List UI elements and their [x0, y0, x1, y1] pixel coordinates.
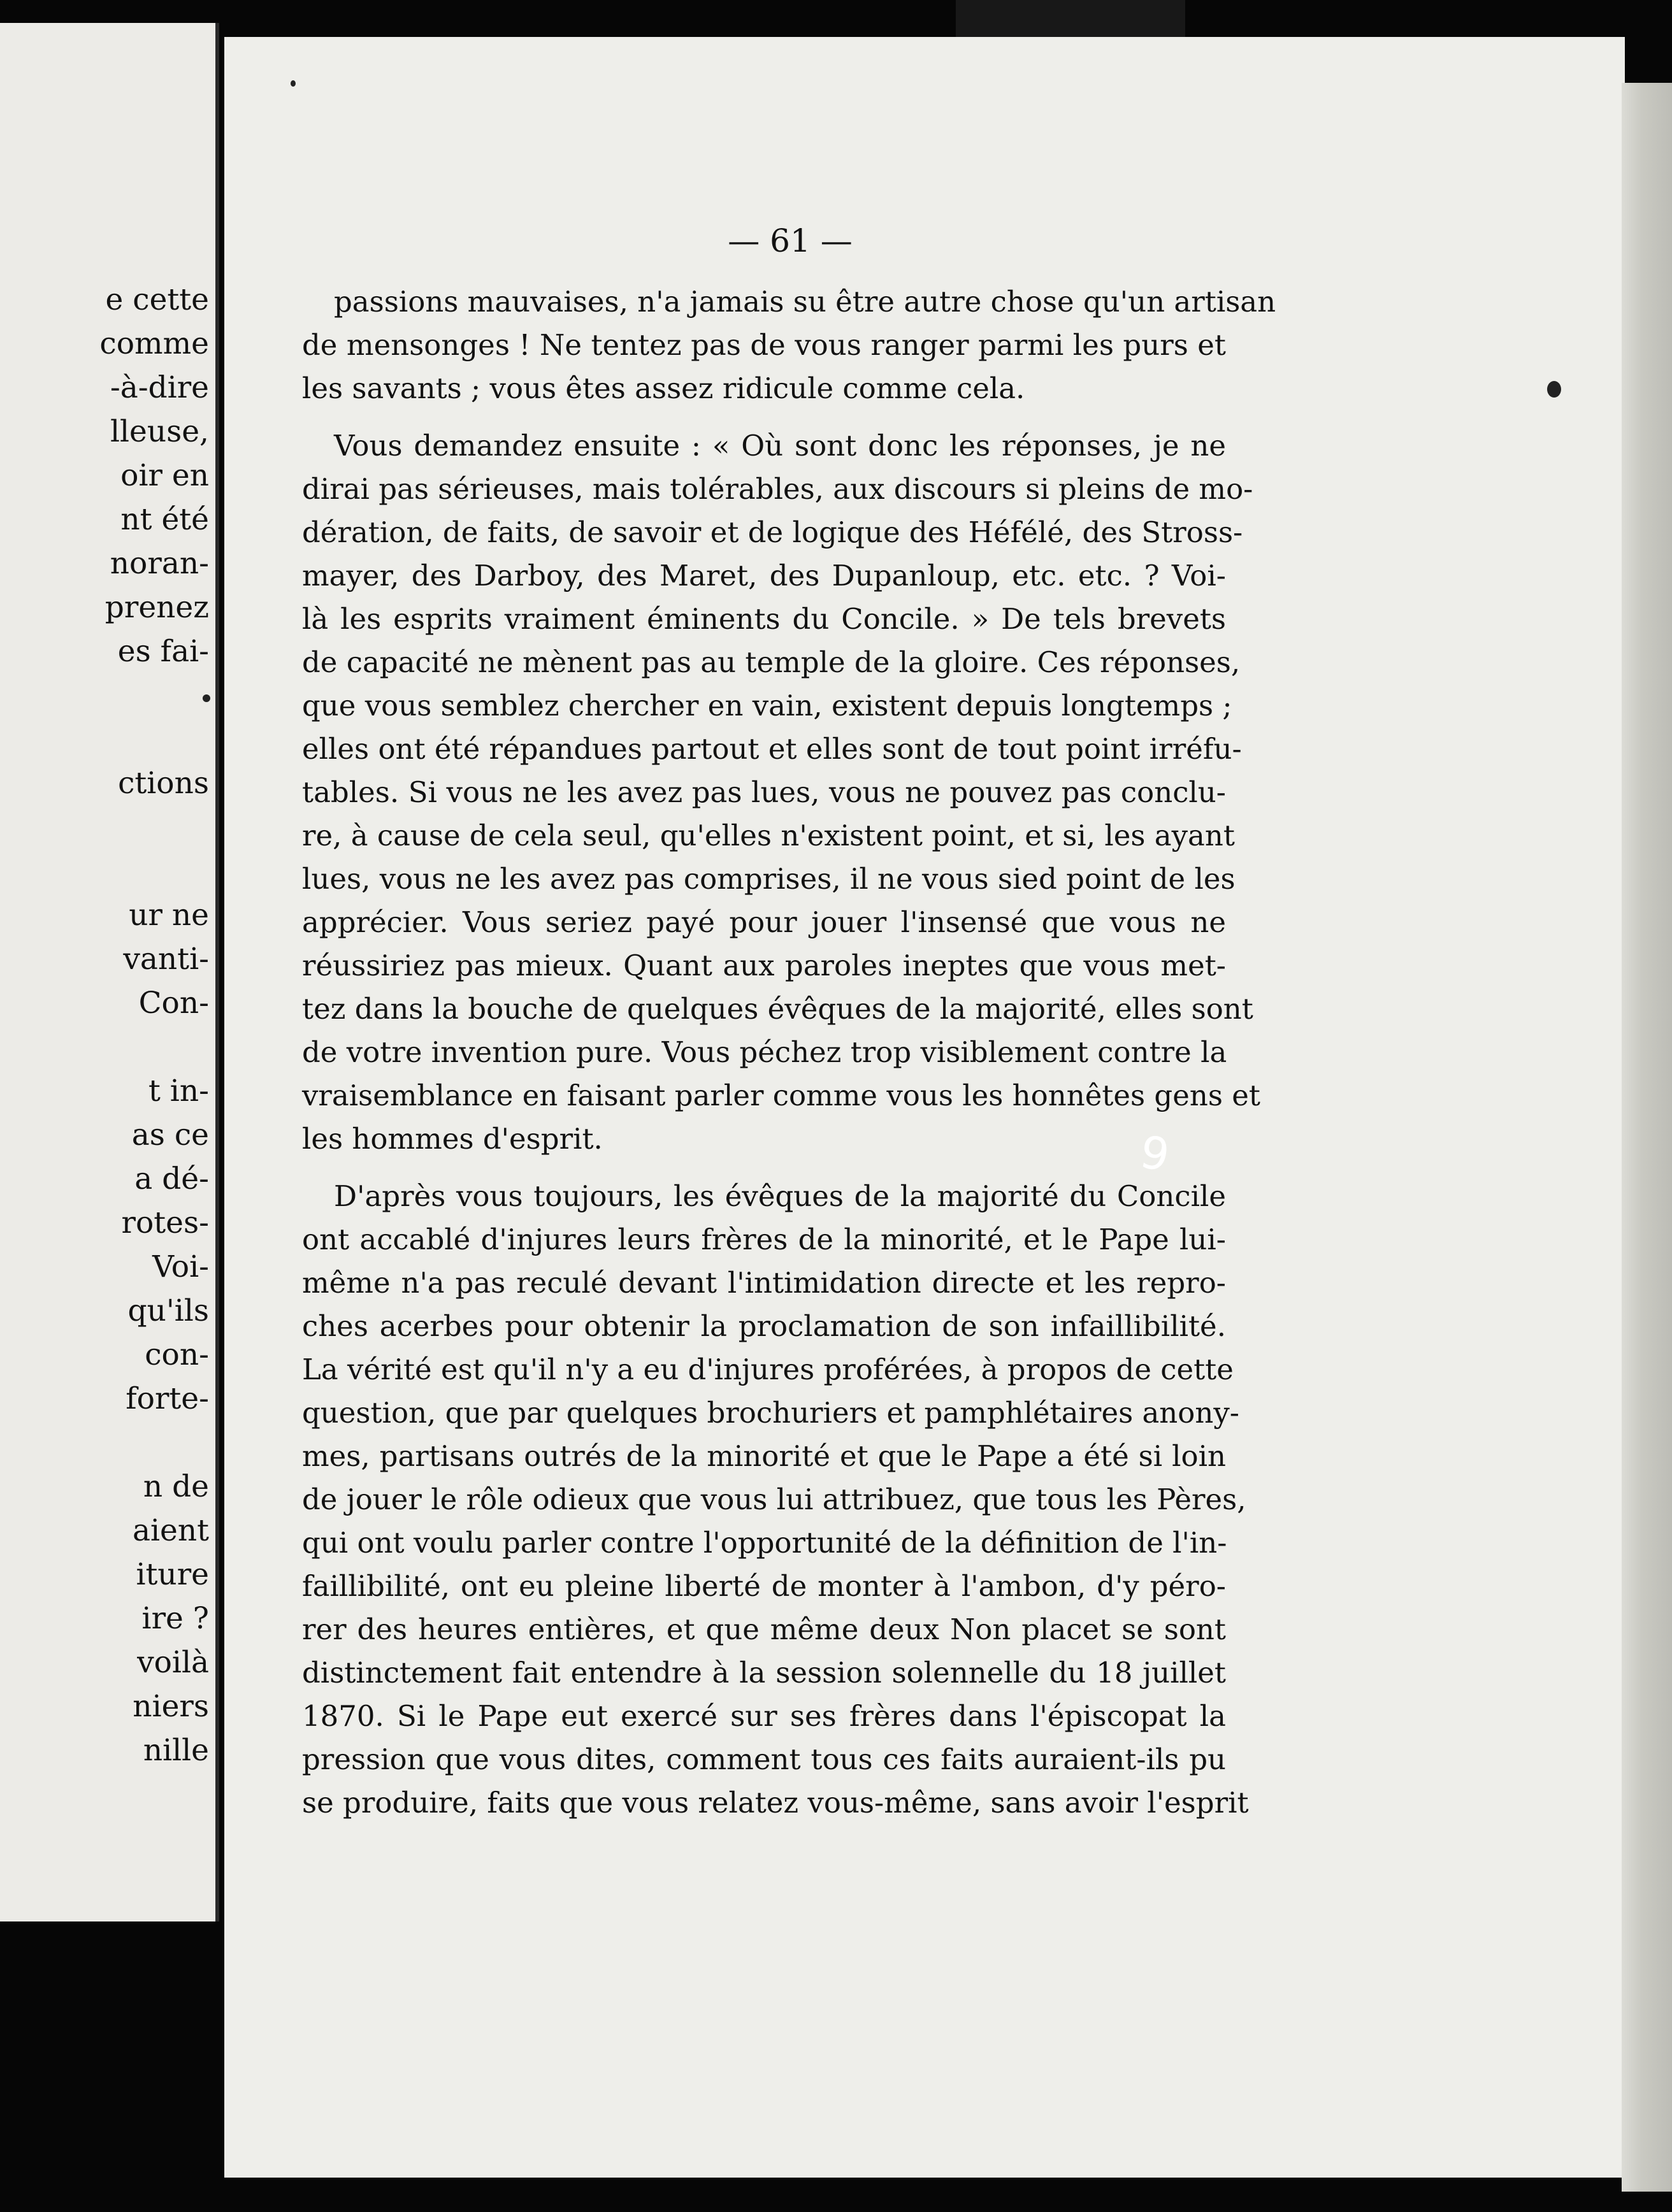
- text-line: même n'a pas reculé devant l'intimidation directe et les repro-: [302, 1266, 1226, 1300]
- text-line: dirai pas sérieuses, mais tolérables, aux discours si pleins de mo-: [302, 472, 1253, 506]
- previous-page-line: as ce: [131, 1117, 209, 1153]
- text-line: ches acerbes pour obtenir la proclamation de son infaillibilité.: [302, 1309, 1226, 1343]
- paragraph-3: [302, 1175, 1249, 1825]
- text-line: faillibilité, ont eu pleine liberté de monter à l'ambon, d'y péro-: [302, 1569, 1226, 1603]
- text-line: rer des heures entières, et que même deux Non placet se sont: [302, 1612, 1226, 1646]
- text-line: lues, vous ne les avez pas comprises, il ne vous sied point de les: [302, 862, 1236, 896]
- text-line: Vous demandez ensuite : « Où sont donc les réponses, je ne: [334, 429, 1226, 463]
- previous-page-line: [5, 717, 209, 761]
- previous-page-line: lleuse,: [110, 414, 209, 449]
- previous-page-line: niers: [133, 1689, 209, 1724]
- text-line: de jouer le rôle odieux que vous lui attribuez, que tous les Pères,: [302, 1483, 1246, 1516]
- previous-page-line: iture: [136, 1557, 209, 1592]
- previous-page-line: oir en: [120, 458, 209, 493]
- text-line: les savants ; vous êtes assez ridicule comme cela.: [302, 371, 1025, 405]
- previous-page-line: [5, 1025, 209, 1069]
- text-line: re, à cause de cela seul, qu'elles n'existent point, et si, les ayant: [302, 819, 1235, 852]
- previous-page-text: [5, 278, 209, 1772]
- text-line: La vérité est qu'il n'y a eu d'injures proférées, à propos de cette: [302, 1353, 1234, 1386]
- previous-page-line: ur ne: [129, 898, 209, 933]
- text-line: là les esprits vraiment éminents du Concile. » De tels brevets: [302, 602, 1226, 636]
- text-line: vraisemblance en faisant parler comme vous les honnêtes gens et: [302, 1079, 1260, 1112]
- page-edge: [1622, 83, 1672, 2192]
- text-line: apprécier. Vous seriez payé pour jouer l'insensé que vous ne: [302, 905, 1226, 939]
- previous-page-line: e cette: [105, 282, 209, 317]
- previous-page-line: noran-: [110, 546, 209, 581]
- previous-page-line: comme: [99, 326, 209, 361]
- previous-page-line: rotes-: [121, 1205, 209, 1240]
- previous-page-line: prenez: [104, 590, 209, 625]
- text-line: question, que par quelques brochuriers et pamphlétaires anony-: [302, 1396, 1239, 1430]
- previous-page-line: qu'ils: [127, 1293, 209, 1328]
- previous-page-line: es fai-: [117, 634, 209, 669]
- text-line: tez dans la bouche de quelques évêques de la majorité, elles sont: [302, 992, 1253, 1026]
- previous-page-line: [5, 849, 209, 893]
- text-line: elles ont été répandues partout et elles sont de tout point irréfu-: [302, 732, 1242, 766]
- text-line: pression que vous dites, comment tous ces faits auraient-ils pu: [302, 1742, 1226, 1776]
- ink-speck: [203, 694, 210, 702]
- previous-page-line: vanti-: [123, 942, 209, 977]
- text-line: réussiriez pas mieux. Quant aux paroles ineptes que vous met-: [302, 949, 1226, 982]
- previous-page-line: [5, 805, 209, 849]
- previous-page-line: [5, 673, 209, 717]
- text-line: les hommes d'esprit.: [302, 1122, 603, 1156]
- previous-page-line: -à-dire: [110, 370, 209, 405]
- previous-page-strip: [0, 23, 219, 1921]
- previous-page-line: t in-: [148, 1074, 209, 1109]
- text-line: distinctement fait entendre à la session solennelle du 18 juillet: [302, 1656, 1226, 1690]
- previous-page-line: ire ?: [141, 1601, 209, 1636]
- text-line: mayer, des Darboy, des Maret, des Dupanloup, etc. etc. ? Voi-: [302, 559, 1226, 592]
- text-line: tables. Si vous ne les avez pas lues, vous ne pouvez pas conclu-: [302, 775, 1226, 809]
- previous-page-line: con-: [145, 1337, 209, 1372]
- body-text: [302, 280, 1276, 1825]
- text-line: dération, de faits, de savoir et de logique des Héfélé, des Stross-: [302, 515, 1243, 549]
- text-line: qui ont voulu parler contre l'opportunité de la définition de l'in-: [302, 1526, 1227, 1560]
- ink-speck: [291, 80, 296, 87]
- text-line: D'après vous toujours, les évêques de la majorité du Concile: [334, 1179, 1226, 1213]
- paragraph-1: [302, 280, 1276, 410]
- ink-speck: [1547, 381, 1561, 398]
- previous-page-line: Con-: [138, 986, 209, 1021]
- page-number: — 61 —: [728, 222, 853, 259]
- previous-page-line: [5, 1421, 209, 1465]
- previous-page-line: a dé-: [134, 1161, 209, 1196]
- text-line: de mensonges ! Ne tentez pas de vous ranger parmi les purs et: [302, 328, 1226, 362]
- previous-page-line: forte-: [126, 1381, 209, 1416]
- previous-page-line: ctions: [118, 766, 209, 801]
- handwritten-mark: 9: [1136, 1125, 1174, 1182]
- text-line: de votre invention pure. Vous péchez trop visiblement contre la: [302, 1035, 1227, 1069]
- text-line: mes, partisans outrés de la minorité et que le Pape a été si loin: [302, 1439, 1226, 1473]
- text-line: ont accablé d'injures leurs frères de la minorité, et le Pape lui-: [302, 1223, 1226, 1256]
- previous-page-line: voilà: [137, 1645, 209, 1680]
- previous-page-line: n de: [143, 1469, 209, 1504]
- paragraph-2: [302, 424, 1260, 1161]
- text-line: 1870. Si le Pape eut exercé sur ses frères dans l'épiscopat la: [302, 1699, 1226, 1733]
- text-line: passions mauvaises, n'a jamais su être autre chose qu'un artisan: [334, 285, 1276, 319]
- previous-page-line: Voi-: [152, 1249, 209, 1284]
- previous-page-line: nt été: [120, 502, 209, 537]
- text-line: que vous semblez chercher en vain, existent depuis longtemps ;: [302, 689, 1232, 722]
- previous-page-line: aient: [132, 1513, 209, 1548]
- previous-page-line: nille: [143, 1733, 209, 1768]
- text-line: se produire, faits que vous relatez vous-même, sans avoir l'esprit: [302, 1786, 1249, 1820]
- text-line: de capacité ne mènent pas au temple de la gloire. Ces réponses,: [302, 645, 1241, 679]
